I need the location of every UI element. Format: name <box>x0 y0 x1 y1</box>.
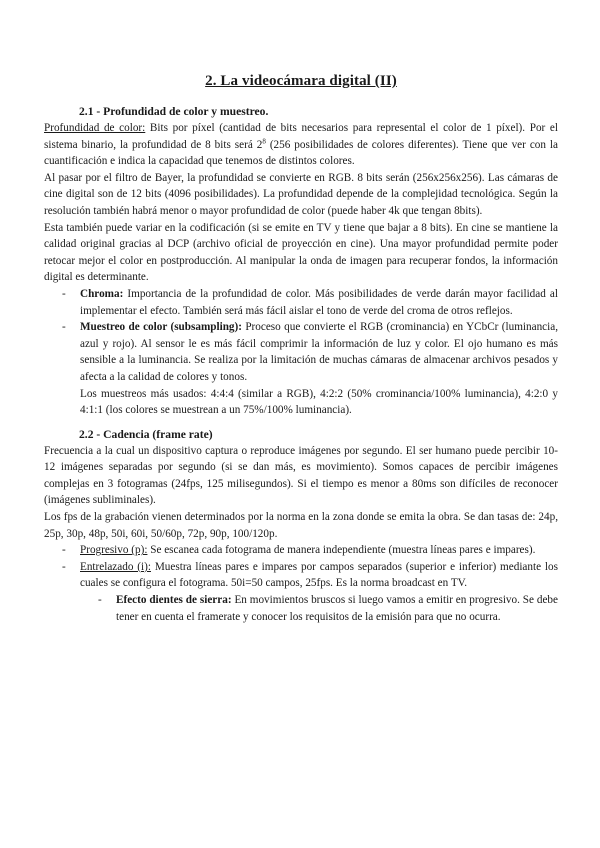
paragraph-color-depth: Profundidad de color: Bits por píxel (cantidad de bits necesarios para represental el color de 1 píxel). Por el sistema binario, la profundidad de 8 bits será $2^8$ (256 posibilidades de colores diferentes). Tiene que ver con la cuantificación e indica la capacidad que tenemos de distintos colores. <box>44 122 559 168</box>
page-title: 2. La videocámara digital (II) <box>205 73 397 89</box>
subsampling-details: Los muestreos más usados: 4:4:4 (similar a RGB), 4:2:2 (50% crominancia/100% luminancia), 4:2:0 y 4:1:1 (los colores se muestrean a un 75%/100% luminancia). <box>80 387 558 417</box>
list-subitem-sawtooth: - Efecto dientes de sierra: En movimientos bruscos si luego vamos a emitir en progresivo. Se debe tener en cuenta el framerate y conocer los requisitos de la emisión para que no ocurra. <box>98 594 558 623</box>
section-heading-depth: 2.1 - Profundidad de color y muestreo. <box>79 105 269 118</box>
section-heading-framerate: 2.2 - Cadencia (frame rate) <box>79 427 213 441</box>
list-item-interlaced: - Entrelazado (i): Muestra líneas pares e impares por campos separados (superior e inferior) mediante los cuales se configura el fotograma. 50i=50 campos, 25fps. Es la norma broadcast en TV. <box>62 560 558 590</box>
paragraph-encoding: Esta también puede variar en la codificación (si se emite en TV y tiene que bajar a 8 bits). En cine se mantiene la calidad original gracias al DCP (archivo oficial de proyección en cine). Una mayor profundidad permite poder retocar mejor el color en postproducción. Al manipular la onda de imagen para recuperar fondos, la información digital es determinante. <box>44 221 558 284</box>
term-color-depth: Profundidad de color: <box>44 122 146 134</box>
list-item-progressive: - Progresivo (p): Se escanea cada fotograma de manera independiente (muestra líneas pares e impares). <box>62 544 536 557</box>
paragraph-frequency: Frecuencia a la cual un dispositivo captura o reproduce imágenes por segundo. El ser humano puede percibir 10-12 imágenes separadas por segundo (si se dan más, es movimiento). Somos capaces de percibir imágenes complejas en 3 fotogramas (24fps, 125 milisegundos). Si el tiempo es menor a 80ms son difíciles de reconocer (imágenes subliminales). <box>44 444 558 507</box>
term-sawtooth: Efecto dientes de sierra: <box>116 594 232 607</box>
list-item-chroma: - Chroma: Importancia de la profundidad de color. Más posibilidades de verde darán mayor facilidad al implementar el efecto. También será más fácil aislar el tono de verde del croma de otros reflejos. <box>62 287 558 317</box>
document-page <box>44 72 558 625</box>
term-subsampling: Muestreo de color (subsampling): <box>80 321 242 334</box>
term-progressive: Progresivo (p): <box>80 544 148 557</box>
term-interlaced: Entrelazado (i): <box>80 560 151 573</box>
term-chroma: Chroma: <box>80 287 124 300</box>
paragraph-bayer: Al pasar por el filtro de Bayer, la profundidad se convierte en RGB. 8 bits serán (256x256x256). Las cámaras de cine digital son de 12 bits (4096 posibilidades). La profundidad depende de la complejidad tecnológica. Según la resolución también habrá menor o mayor profundidad de color (puede haber 4k que tengan 8bits). <box>44 171 558 217</box>
list-item-subsampling: - Muestreo de color (subsampling): Proceso que convierte el RGB (crominancia) en YCbCr (luminancia, azul y rojo). Al sensor le es más fácil comprimir la información de luz y color. El ojo humano es más sensible a la luminancia. Se realiza por la limitación de muchas cámaras de almacenar archivos pesados y afecta a la calidad de colores y tonos. Los muestreos más usados: 4:4:4 (similar a RGB), 4:2:2 (50% crominancia/100% luminancia), 4:2:0 y 4:1:1 (los colores se muestrean a un 75%/100% luminancia). <box>44 319 558 419</box>
paragraph-fps: Los fps de la grabación vienen determinados por la norma en la zona donde se emita la obra. Se dan tasas de: 24p, 25p, 30p, 48p, 50i, 60i, 50/60p, 72p, 90p, 100/120p. <box>44 511 558 540</box>
